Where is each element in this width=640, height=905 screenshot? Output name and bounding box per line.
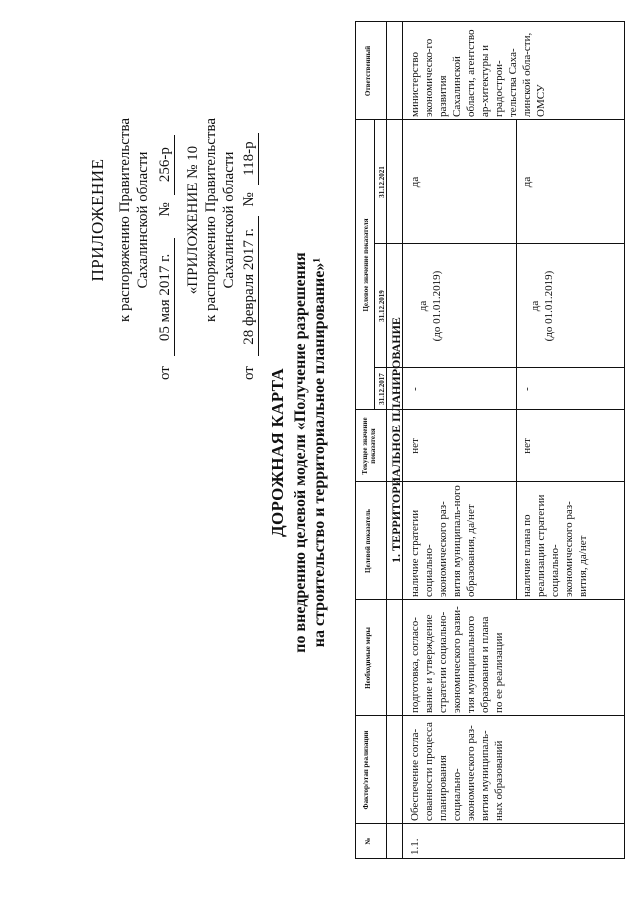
ref-number: 118-р <box>240 133 259 185</box>
ref-date: 28 февраля 2017 г. <box>240 216 259 356</box>
reference-1 <box>156 135 175 380</box>
header-current: Текущее значение показателя <box>361 417 377 475</box>
header-target-group: Целевое значение показателя <box>362 218 370 312</box>
header-responsible: Ответственный <box>364 45 372 97</box>
ref-number: 256-р <box>156 135 175 195</box>
appendix-line: Сахалинской области <box>135 151 151 289</box>
title-line-3: на строительство и территориальное планирование»¹ <box>311 257 328 648</box>
appendix-line: к распоряжению Правительства <box>117 118 133 323</box>
value-2019: да <box>529 300 541 312</box>
value-2021: да <box>409 176 421 188</box>
header-num: № <box>364 837 372 845</box>
title-line-1: ДОРОЖНАЯ КАРТА <box>268 368 287 538</box>
ref-date: 05 мая 2017 г. <box>156 238 175 356</box>
header-factor: Фактор/этап реализации <box>362 730 370 810</box>
header-measures: Необходимые меры <box>364 627 372 689</box>
prev-appendix-line: Сахалинской области <box>221 151 237 289</box>
value-2017: - <box>409 387 421 391</box>
row-measures: подготовка, согласо-вание и утверждение стратегии социально-экономического разви-тия муниципального образования и плана по ее реализации <box>409 606 505 713</box>
header-2017: 31.12.2017 <box>378 373 386 405</box>
current-value: нет <box>521 438 533 454</box>
section-title: 1. ТЕРРИТОРИАЛЬНОЕ ПЛАНИРОВАНИЕ <box>389 317 403 563</box>
row-responsible: министерство экономическо-го развития Сахалинской области, агентство ар-хитектуры и градострои-тельства Саха-линской обла-сти, ОМСУ <box>409 29 547 117</box>
appendix-title: ПРИЛОЖЕНИЕ <box>88 158 107 282</box>
header-indicator: Целевой показатель <box>364 509 372 573</box>
ref-num-label: № <box>157 202 173 217</box>
indicator-plan: наличие плана по реализации стратегии социально-экономического раз-вития, да/нет <box>521 494 589 597</box>
ref-num-label: № <box>241 192 257 207</box>
appendix-header <box>88 75 152 365</box>
roadmap-table <box>355 21 625 859</box>
row-number: 1.1. <box>409 838 421 855</box>
indicator-strategy: наличие стратегии социально-экономического раз-вития муниципаль-ного образования, да/нет <box>409 485 477 597</box>
value-2019: да <box>417 300 429 312</box>
previous-appendix-header <box>184 75 238 365</box>
value-2019-note: (до 01.01.2019) <box>431 270 443 342</box>
current-value: нет <box>409 438 421 454</box>
document-title <box>268 0 329 905</box>
value-2017: - <box>521 387 533 391</box>
header-2019: 31.12.2019 <box>378 290 386 322</box>
header-2021: 31.12.2021 <box>378 166 386 198</box>
title-line-2: по внедрению целевой модели «Получение разрешения <box>292 252 309 653</box>
row-factor: Обеспечение согла-сованности процесса планирования социально-экономического раз-вития муниципаль-ных образований <box>409 722 505 821</box>
ref-prefix: от <box>157 366 173 380</box>
value-2021: да <box>521 176 533 188</box>
prev-appendix-line: к распоряжению Правительства <box>203 118 219 323</box>
ref-prefix: от <box>241 366 257 380</box>
prev-appendix-title: «ПРИЛОЖЕНИЕ № 10 <box>185 145 201 295</box>
value-2019-note: (до 01.01.2019) <box>543 270 555 342</box>
reference-2 <box>240 133 259 380</box>
